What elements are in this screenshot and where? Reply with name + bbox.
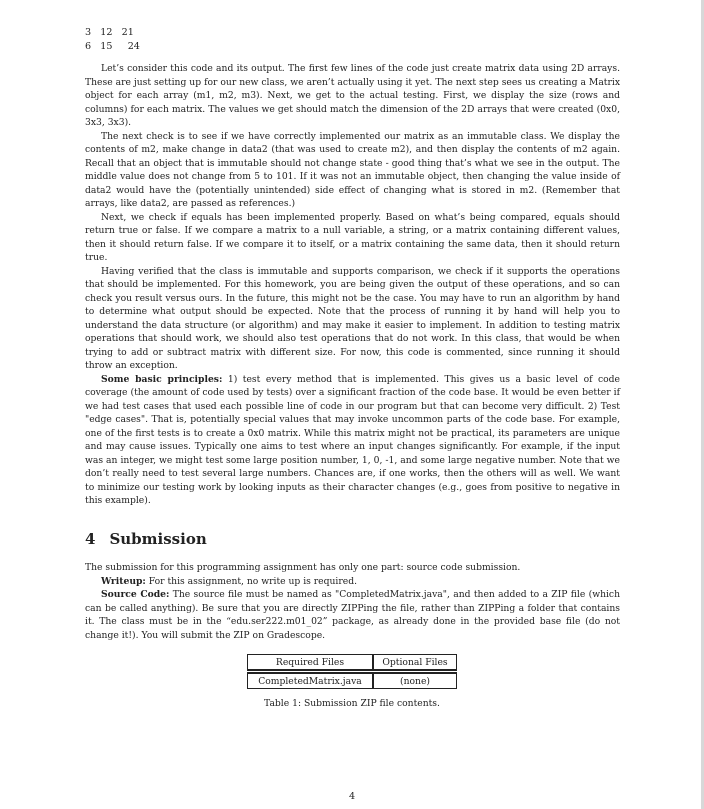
submission-files-table (247, 654, 457, 689)
source-code-paragraph (85, 588, 620, 642)
paragraph-equals: Next, we check if equals has been implemented properly. Based on what’s being compared, equals should return true or false. If we compare a matrix to a null variable, a string, or a matrix containing different values, then it should return false. If we compare it to itself, or a matrix containing the same data, then it should return true. (85, 211, 620, 263)
source-code-label: Source Code: (101, 589, 170, 600)
table-cell-required: CompletedMatrix.java (247, 673, 373, 689)
code-output-line-1: 3 12 21 (85, 27, 134, 38)
table-cell-optional: (none) (373, 673, 457, 689)
principles-label: Some basic principles: (101, 373, 223, 385)
table-header-row (247, 654, 457, 670)
table-header-optional: Optional Files (373, 654, 457, 670)
section-title: Submission (109, 530, 207, 548)
source-code-text: The source file must be named as "CompletedMatrix.java", and then added to a ZIP file (which can be called anything). Be sure that you are directly ZIPPing the file, rather than ZIPPing a folder that contains it. The class must be in the “edu.ser222.m01_02” package, as already done in the provided base file (do not change it!). You will submit the ZIP on Gradescope. (85, 589, 620, 641)
writeup-text: For this assignment, no write up is required. (145, 575, 357, 587)
writeup-paragraph (85, 575, 620, 589)
page-number: 4 (348, 791, 356, 802)
paragraph-principles (85, 373, 620, 508)
paragraph-overview: Let’s consider this code and its output. The first few lines of the code just create matrix data using 2D arrays. These are just setting up for our new class, we aren’t actually using it yet. The next step sees us creating a Matrix object for each array (m1, m2, m3). Next, we get to the actual testing. First, we display the size (rows and columns) for each matrix. The values we get should match the dimension of the 2D arrays that were created (0x0, 3x3, 3x3). (85, 63, 620, 128)
paragraph-immutability: The next check is to see if we have correctly implemented our matrix as an immutable class. We display the contents of m2, make change in data2 (that was used to create m2), and then display the contents of m2 again. Recall that an object that is immutable should not change state - good thing that’s what we see in the output. The middle value does not change from 5 to 101. If it was not an immutable object, then changing the value inside of data2 would have the (potentially unintended) side effect of changing what is stored in m2. (Remember that arrays, like data2, are passed as references.) (85, 130, 620, 209)
explanation-text (85, 62, 620, 508)
paragraph-operations: Having verified that the class is immutable and supports comparison, we check if it supports the operations that should be implemented. For this homework, you are being given the output of these operations, and so can check you result versus ours. In the future, this might not be the case. You may have to run an algorithm by hand to determine what output should be expected. Note that the process of running it by hand will help you to understand the data structure (or algorithm) and may make it easier to implement. In addition to testing matrix operations that should work, we should also test operations that do not work. In this class, that would be when trying to add or subtract matrix with different size. For now, this code is commented, since running it should throw an exception. (85, 265, 620, 371)
section-heading (85, 530, 207, 548)
code-output-line-2: 6 15 24 (85, 41, 140, 52)
section-number: 4 (85, 530, 96, 548)
submission-text (85, 561, 620, 642)
table-row (247, 673, 457, 689)
table-header-required: Required Files (247, 654, 373, 670)
principles-text: 1) test every method that is implemented. This gives us a basic level of code coverage (the amount of code used by tests) over a significant fraction of the code base. It would be even better if we had test cases that used each possible line of code in our program but that can become very difficult. 2) Test "edge cases". That is, potentially special values that may invoke uncommon parts of the code base. For example, one of the first tests is to create a 0x0 matrix. While this matrix might not be practical, its parameters are unique and may cause issues. Typically one aims to test where an input changes significantly. For example, if the input was an integer, we might test some large position number, 1, 0, -1, and some large negative number. Note that we don’t really need to test several large numbers. Chances are, if one works, then the others will as well. We want to minimize our testing work by looking inputs as their character changes (e.g., goes from positive to negative in this example). (85, 373, 620, 506)
submission-intro: The submission for this programming assignment has only one part: source code submission. (85, 562, 521, 573)
writeup-label: Writeup: (101, 575, 146, 587)
table-caption: Table 1: Submission ZIP file contents. (264, 698, 440, 709)
